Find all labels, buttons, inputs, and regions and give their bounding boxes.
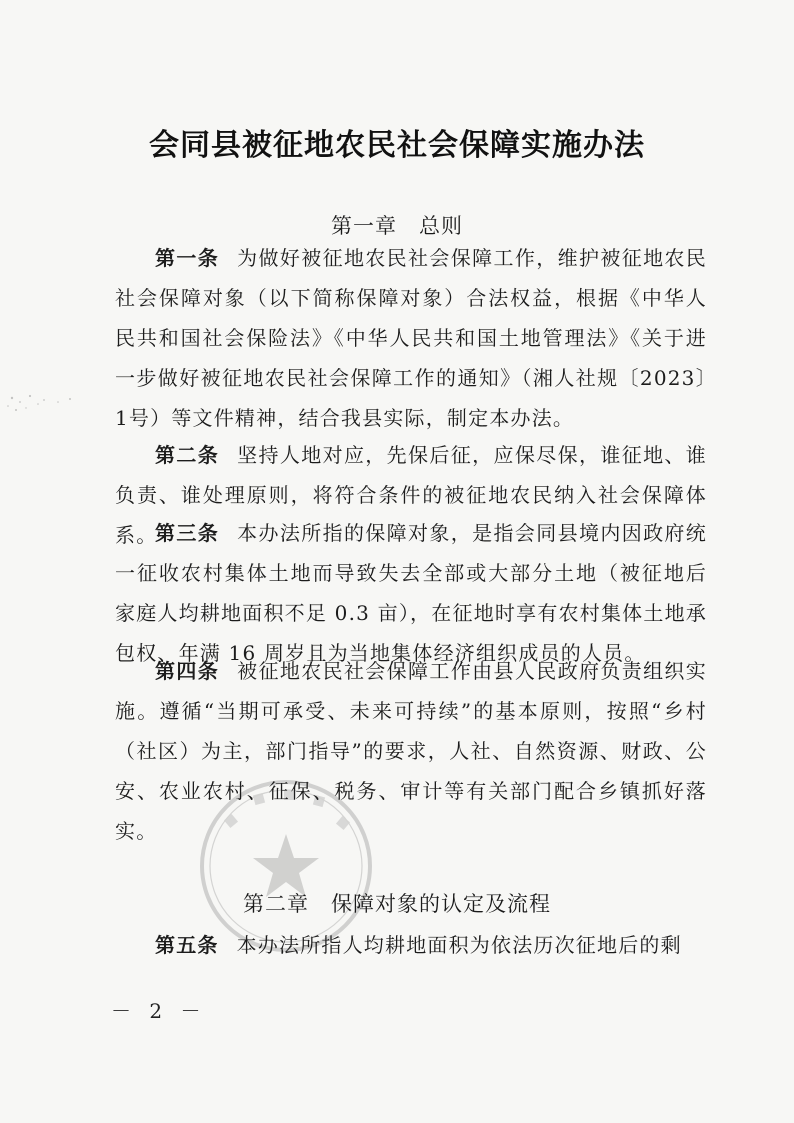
chapter-name: 保障对象的认定及流程 bbox=[331, 892, 551, 916]
article-4 bbox=[115, 651, 707, 851]
article-label: 第一条 bbox=[155, 246, 220, 270]
chapter-heading-2 bbox=[0, 888, 794, 918]
article-text: 为做好被征地农民社会保障工作，维护被征地农民社会保障对象（以下简称保障对象）合法权益，根据《中华人民共和国社会保险法》《中华人民共和国土地管理法》《关于进一步做好被征地农民社会保障工作的通知》（湘人社规〔2023〕1号）等文件精神，结合我县实际，制定本办法。 bbox=[115, 246, 707, 430]
article-text: 本办法所指的保障对象，是指会同县境内因政府统一征收农村集体土地而导致失去全部或大部分土地（被征地后家庭人均耕地面积不足 0.3 亩），在征地时享有农村集体土地承包权、年满 16 周岁且为当地集体经济组织成员的人员。 bbox=[115, 521, 707, 665]
chapter-number: 第二章 bbox=[243, 892, 309, 916]
chapter-name: 总则 bbox=[419, 214, 463, 238]
article-text: 本办法所指人均耕地面积为依法历次征地后的剩 bbox=[236, 933, 682, 957]
chapter-number: 第一章 bbox=[331, 214, 397, 238]
article-1 bbox=[115, 238, 707, 438]
article-text: 被征地农民社会保障工作由县人民政府负责组织实施。遵循“当期可承受、未来可持续”的基本原则，按照“乡村（社区）为主，部门指导”的要求，人社、自然资源、财政、公安、农业农村、征保、税务、审计等有关部门配合乡镇抓好落实。 bbox=[115, 659, 707, 843]
article-text: 坚持人地对应，先保后征，应保尽保，谁征地、谁负责、谁处理原则，将符合条件的被征地农民纳入社会保障体系。 bbox=[115, 443, 707, 547]
article-label: 第四条 bbox=[155, 659, 220, 683]
article-3 bbox=[115, 513, 707, 673]
page-title: 会同县被征地农民社会保障实施办法 bbox=[149, 128, 645, 163]
page-number: － 2 － bbox=[111, 999, 207, 1023]
article-label: 第三条 bbox=[155, 521, 220, 545]
scan-speckles bbox=[0, 380, 90, 440]
chapter-heading-1 bbox=[0, 210, 794, 240]
article-label: 第二条 bbox=[155, 443, 220, 467]
article-label: 第五条 bbox=[155, 933, 219, 957]
article-5 bbox=[115, 925, 707, 965]
